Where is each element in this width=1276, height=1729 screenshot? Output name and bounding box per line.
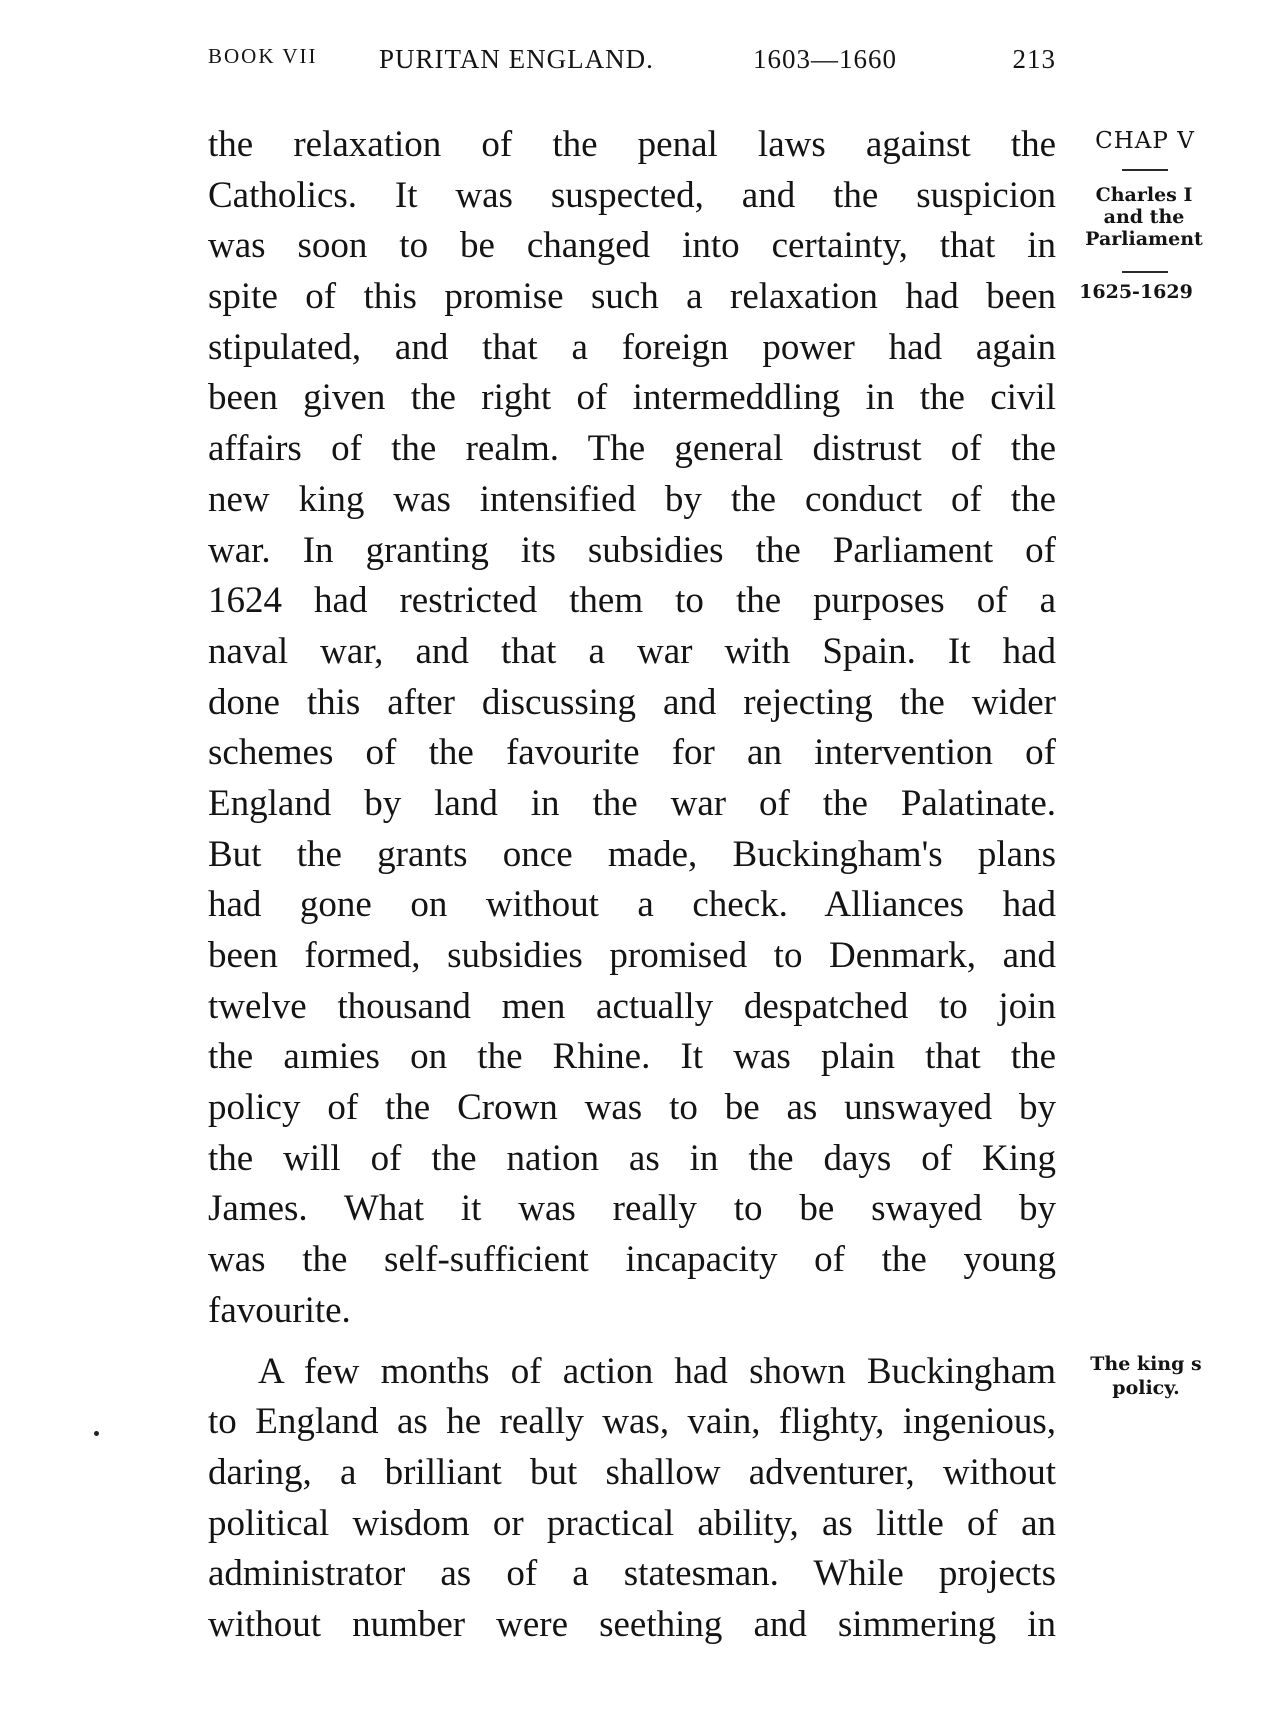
margin-subject bbox=[1070, 184, 1218, 250]
margin-chapter: CHAP V bbox=[1095, 128, 1195, 154]
text-line: policy of the Crown was to be as unswayed by bbox=[208, 1087, 1056, 1129]
text-line: England by land in the war of the Palatinate. bbox=[208, 782, 1056, 824]
paragraph-2 bbox=[208, 1347, 1056, 1651]
margin-divider bbox=[1122, 271, 1168, 273]
text-line: new king was intensified by the conduct of the bbox=[208, 478, 1056, 520]
text-line: to England as he really was, vain, flighty, ingenious, bbox=[208, 1401, 1056, 1443]
margin-divider bbox=[1122, 169, 1168, 171]
paragraph-gap bbox=[208, 1337, 1056, 1347]
paragraph-1 bbox=[208, 120, 1056, 1337]
text-line: affairs of the realm. The general distrust of the bbox=[208, 428, 1056, 470]
text-line: been formed, subsidies promised to Denmark, and bbox=[208, 935, 1056, 976]
header-title: PURITAN ENGLAND. bbox=[379, 44, 654, 74]
text-line: daring, a brilliant but shallow adventurer, without bbox=[208, 1451, 1056, 1493]
text-line: done this after discussing and rejecting the wider bbox=[208, 681, 1056, 723]
text-line: spite of this promise such a relaxation had been bbox=[208, 276, 1056, 318]
text-line: stipulated, and that a foreign power had again bbox=[208, 326, 1056, 368]
text-line: twelve thousand men actually despatched to join bbox=[208, 985, 1056, 1027]
margin-policy-line: The king s bbox=[1090, 1353, 1202, 1375]
text-line: war. In granting its subsidies the Parliament of bbox=[208, 529, 1056, 571]
running-header bbox=[208, 44, 1056, 84]
text-line: administrator as of a statesman. While projects bbox=[208, 1553, 1056, 1595]
body-text bbox=[208, 120, 1056, 1651]
text-line: political wisdom or practical ability, as little of an bbox=[208, 1502, 1056, 1544]
margin-subject-line: Charles I bbox=[1095, 184, 1193, 206]
text-line: the aımies on the Rhine. It was plain that the bbox=[208, 1036, 1056, 1078]
header-book: BOOK VII bbox=[208, 44, 318, 68]
text-line: schemes of the favourite for an intervention of bbox=[208, 732, 1056, 774]
text-line: without number were seething and simmering in bbox=[208, 1603, 1056, 1645]
margin-subject-line: and the bbox=[1103, 206, 1185, 228]
text-line: Catholics. It was suspected, and the suspicion bbox=[208, 174, 1056, 216]
text-line: But the grants once made, Buckingham's plans bbox=[208, 833, 1056, 875]
print-speck bbox=[94, 1431, 99, 1436]
text-line: had gone on without a check. Alliances had bbox=[208, 884, 1056, 926]
text-line: was soon to be changed into certainty, that in bbox=[208, 225, 1056, 267]
margin-subject-line: Parliament bbox=[1085, 228, 1203, 250]
text-line: James. What it was really to be swayed by bbox=[208, 1188, 1056, 1230]
text-line: been given the right of intermeddling in the civil bbox=[208, 377, 1056, 419]
text-line: was the self-sufficient incapacity of the young bbox=[208, 1239, 1056, 1281]
text-line: naval war, and that a war with Spain. It had bbox=[208, 630, 1056, 672]
text-line: favourite. bbox=[208, 1289, 351, 1331]
margin-policy-note bbox=[1072, 1352, 1220, 1400]
text-line: the will of the nation as in the days of King bbox=[208, 1137, 1056, 1179]
text-line: A few months of action had shown Buckingham bbox=[258, 1350, 1056, 1392]
header-dates: 1603—1660 bbox=[753, 44, 897, 74]
text-line: the relaxation of the penal laws against the bbox=[208, 124, 1056, 165]
page-number: 213 bbox=[1012, 44, 1056, 74]
margin-years: 1625-1629 bbox=[1079, 281, 1193, 303]
text-line: 1624 had restricted them to the purposes of a bbox=[208, 580, 1056, 622]
margin-policy-line: policy. bbox=[1112, 1377, 1180, 1399]
